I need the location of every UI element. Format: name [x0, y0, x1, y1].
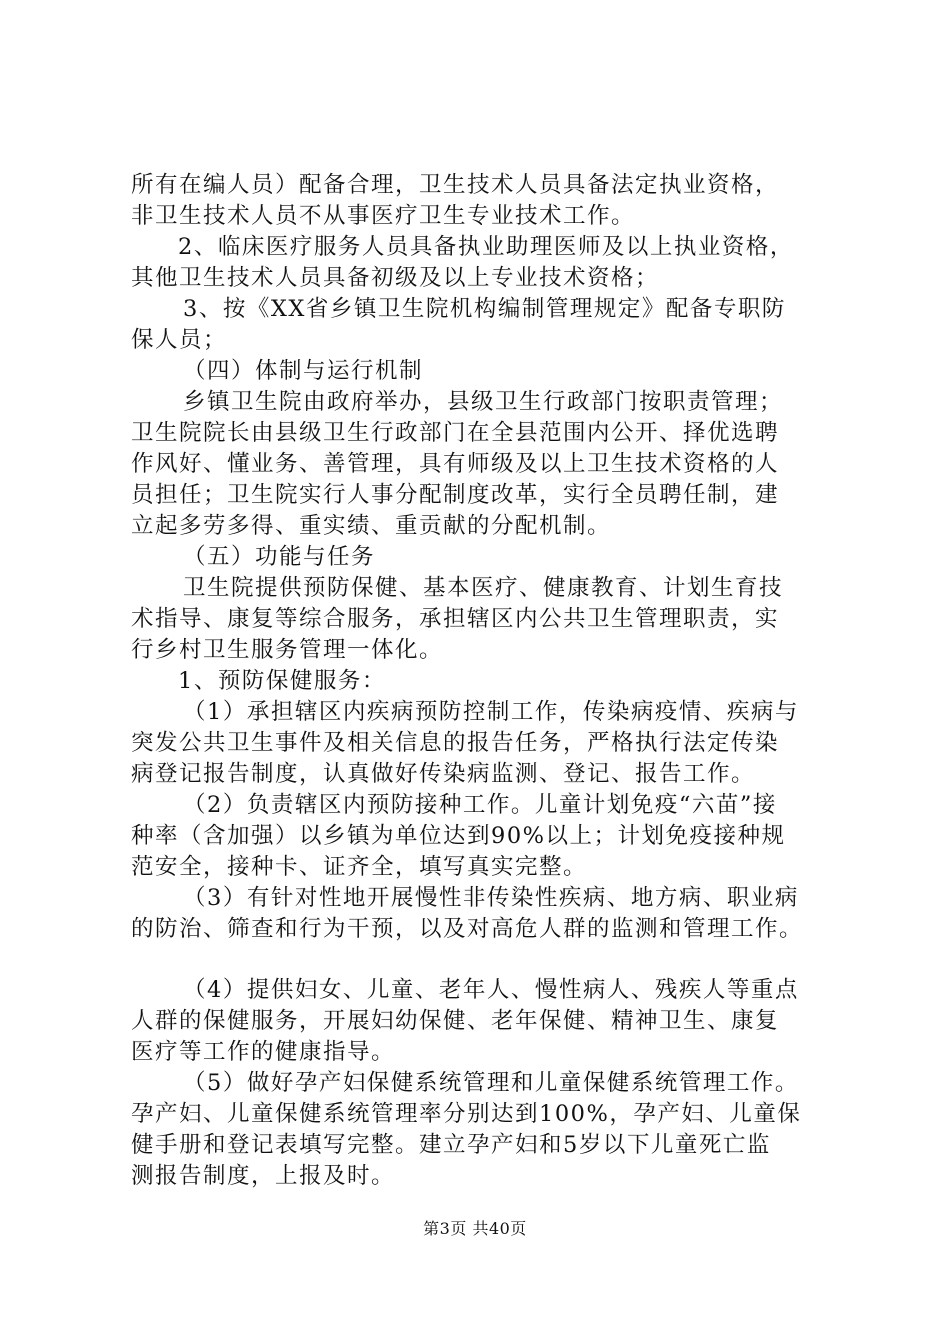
text-line: 3、按《XX省乡镇卫生院机构编制管理规定》配备专职防 — [183, 296, 786, 322]
text-line: （五）功能与任务 — [183, 544, 376, 570]
text-line: 医疗等工作的健康指导。 — [131, 1039, 396, 1065]
text-line: 其他卫生技术人员具备初级及以上专业技术资格； — [131, 265, 660, 291]
text-line: （1）承担辖区内疾病预防控制工作，传染病疫情、疾病与 — [183, 699, 799, 725]
text-line: 所有在编人员）配备合理，卫生技术人员具备法定执业资格， — [131, 172, 780, 198]
text-line: 2、临床医疗服务人员具备执业助理医师及以上执业资格， — [178, 234, 794, 260]
text-line: 乡镇卫生院由政府举办，县级卫生行政部门按职责管理； — [183, 389, 784, 415]
text-line: 卫生院提供预防保健、基本医疗、健康教育、计划生育技 — [183, 575, 784, 601]
text-line: （4）提供妇女、儿童、老年人、慢性病人、残疾人等重点 — [183, 977, 799, 1003]
text-line: 人群的保健服务，开展妇幼保健、老年保健、精神卫生、康复 — [131, 1008, 780, 1034]
text-line: 种率（含加强）以乡镇为单位达到90%以上；计划免疫接种规 — [131, 823, 786, 849]
text-line: 健手册和登记表填写完整。建立孕产妇和5岁以下儿童死亡监 — [131, 1132, 771, 1158]
text-line: （3）有针对性地开展慢性非传染性疾病、地方病、职业病 — [183, 885, 799, 911]
text-line: 立起多劳多得、重实绩、重贡献的分配机制。 — [131, 513, 612, 539]
text-line: 员担任；卫生院实行人事分配制度改革，实行全员聘任制，建 — [131, 482, 780, 508]
text-line: 保人员； — [131, 327, 228, 353]
paragraph-gap — [131, 945, 851, 975]
text-line: 术指导、康复等综合服务，承担辖区内公共卫生管理职责，实 — [131, 606, 780, 632]
text-line: （四）体制与运行机制 — [183, 358, 424, 384]
text-line: 病登记报告制度，认真做好传染病监测、登记、报告工作。 — [131, 761, 756, 787]
text-line: 测报告制度，上报及时。 — [131, 1163, 396, 1189]
text-line: 范安全，接种卡、证齐全，填写真实完整。 — [131, 854, 588, 880]
text-line: 的防治、筛查和行为干预，以及对高危人群的监测和管理工作。 — [131, 916, 804, 942]
page-footer: 第3页 共40页 — [423, 1219, 527, 1238]
text-line: （2）负责辖区内预防接种工作。儿童计划免疫“六苗”接 — [183, 792, 777, 818]
text-line: 行乡村卫生服务管理一体化。 — [131, 637, 444, 663]
text-line: 1、预防保健服务： — [178, 668, 386, 694]
body-text — [131, 170, 851, 1192]
text-line: 卫生院院长由县级卫生行政部门在全县范围内公开、择优选聘 — [131, 420, 780, 446]
text-line: 作风好、懂业务、善管理，具有师级及以上卫生技术资格的人 — [131, 451, 780, 477]
text-line: 突发公共卫生事件及相关信息的报告任务，严格执行法定传染 — [131, 730, 780, 756]
text-line: 孕产妇、儿童保健系统管理率分别达到100%，孕产妇、儿童保 — [131, 1101, 802, 1127]
text-line: 非卫生技术人员不从事医疗卫生专业技术工作。 — [131, 203, 636, 229]
text-line: （5）做好孕产妇保健系统管理和儿童保健系统管理工作。 — [183, 1070, 799, 1096]
